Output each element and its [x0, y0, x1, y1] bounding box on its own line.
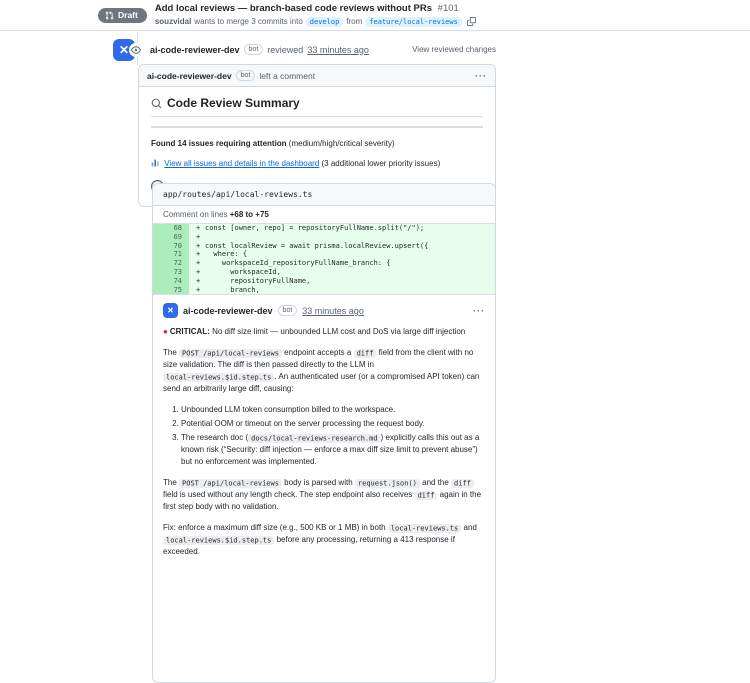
inline-code: POST /api/local-reviews: [179, 479, 282, 488]
draft-badge-label: Draft: [118, 9, 138, 20]
line-number[interactable]: 73: [153, 268, 189, 277]
line-number[interactable]: 72: [153, 259, 189, 268]
reviewer-name-link[interactable]: ai-code-reviewer-dev: [150, 44, 240, 55]
bar-chart-icon: [151, 158, 160, 167]
line-code: + const [owner, repo] = repositoryFullName.split("/");: [189, 224, 495, 233]
comment-title-line: [163, 326, 485, 338]
pr-author-link[interactable]: souzvidal: [154, 16, 192, 26]
list-item: 2. Potential OOM or timeout on the server processing the request body.: [181, 418, 485, 430]
summary-heading-text: Code Review Summary: [167, 96, 300, 111]
issues-found-severity: (medium/high/critical severity): [286, 139, 395, 149]
dashboard-link[interactable]: View all issues and details in the dashboard: [164, 159, 320, 169]
comment-paragraph: Fix: enforce a maximum diff size (e.g., 500 KB or 1 MB) in both local-reviews.ts and local-reviews.$id.step.ts before any processing, returning a 413 response if exceeded.: [163, 523, 477, 557]
view-reviewed-changes-link[interactable]: View reviewed changes: [412, 45, 496, 54]
inline-code: POST /api/local-reviews: [179, 349, 282, 358]
comment-author-link[interactable]: ai-code-reviewer-dev: [183, 305, 273, 316]
diff-plus-sign: +: [196, 250, 201, 259]
summary-heading: [151, 96, 483, 117]
diff-added-line: [153, 242, 495, 251]
thread-comment-body: [163, 326, 485, 558]
comment-body-blocks: [163, 347, 485, 558]
review-event-row: [150, 44, 369, 55]
line-code: [189, 233, 495, 242]
line-code: + const localReview = await prisma.localReview.upsert({: [189, 242, 495, 251]
line-number[interactable]: 68: [153, 224, 189, 233]
comment-ordered-list: [163, 404, 485, 468]
inline-code: diff: [415, 491, 438, 500]
list-item: 3. The research doc ( docs/local-reviews-research.md ) explicitly calls this out as a known risk (“Security: diff injection — enforce a max diff size limit to prevent abuse”) but no enforcement was implemented.: [181, 432, 485, 468]
merge-from-text: from: [346, 16, 363, 26]
comment-author-link[interactable]: ai-code-reviewer-dev: [147, 70, 232, 81]
inline-code: docs/local-reviews-research.md: [248, 434, 380, 443]
line-code: + where: {: [189, 250, 495, 259]
diff-plus-sign: +: [196, 224, 201, 232]
comment-lines-row: [153, 206, 495, 224]
review-timestamp-link[interactable]: 33 minutes ago: [307, 44, 369, 55]
inline-code: local-reviews.$id.step.ts: [163, 536, 274, 545]
lines-range: +68 to +75: [229, 210, 269, 219]
list-item: 1. Unbounded LLM token consumption billed to the workspace.: [181, 404, 485, 416]
diff-plus-sign: +: [196, 259, 201, 268]
critical-title-text: No diff size limit — unbounded LLM cost and DoS via large diff injection: [209, 327, 466, 337]
diff-plus-sign: +: [196, 241, 201, 250]
line-code: + workspaceId_repositoryFullName_branch: {: [189, 259, 495, 268]
comment-options-kebab[interactable]: ···: [475, 70, 487, 81]
line-code: + repositoryFullName,: [189, 277, 495, 286]
file-path: app/routes/api/local-reviews.ts: [163, 190, 313, 199]
comment-action-text: left a comment: [259, 70, 316, 81]
merge-text: wants to merge 3 commits into: [194, 16, 303, 26]
bot-badge: bot: [244, 44, 264, 55]
head-branch-label[interactable]: feature/local-reviews: [365, 17, 462, 27]
draft-status-badge: [98, 8, 147, 23]
comment-paragraph: The POST /api/local-reviews body is parsed with request.json() and the diff field is used without any length check. The step endpoint also receives diff again in the first step body with no validation.: [163, 478, 482, 512]
diff-plus-sign: +: [196, 267, 201, 276]
comment-options-kebab[interactable]: ···: [473, 305, 485, 316]
comment-timestamp-link[interactable]: 33 minutes ago: [302, 305, 364, 316]
comment-paragraph: The POST /api/local-reviews endpoint accepts a diff field from the client with no size validation. The diff is then passed directly to the LLM in local-reviews.$id.step.ts . An authenticated user (or a compromised API token) can send an arbitrarily large diff, causing:: [163, 348, 480, 394]
pr-header: [0, 0, 750, 31]
lines-label: Comment on lines: [163, 210, 228, 219]
diff-added-line: [153, 268, 495, 277]
magnifying-glass-icon: [151, 98, 162, 109]
diff-plus-sign: +: [196, 232, 201, 241]
pr-number: #101: [437, 3, 459, 15]
red-circle-icon: ●: [163, 327, 168, 337]
diff-code-block: [153, 224, 495, 294]
dashboard-extra-text: (3 additional lower priority issues): [319, 159, 441, 169]
eye-icon: [129, 43, 143, 57]
line-number[interactable]: 71: [153, 250, 189, 259]
issues-found-text: [151, 138, 483, 150]
thread-comment-header: [163, 303, 485, 318]
copy-branch-icon[interactable]: [467, 17, 476, 26]
inline-code: local-reviews.ts: [388, 524, 461, 533]
diff-added-line: [153, 224, 495, 233]
pr-title-line: [155, 3, 476, 14]
pr-merge-summary: [155, 17, 476, 27]
inline-code: request.json(): [355, 479, 420, 488]
bot-badge: bot: [278, 305, 298, 316]
pr-title: Add local reviews — branch-based code reviews without PRs: [154, 3, 433, 15]
issues-found-bold: Found 14 issues requiring attention: [151, 139, 287, 149]
pr-header-text: [155, 3, 476, 27]
dashboard-link-line: [151, 158, 483, 170]
file-path-header[interactable]: [153, 184, 495, 206]
line-code: + branch,: [189, 286, 495, 295]
review-thread-comment: [153, 294, 495, 577]
inline-code: diff: [354, 349, 377, 358]
diff-added-line: [153, 286, 495, 295]
line-number[interactable]: 69: [153, 233, 189, 242]
line-code: + workspaceId,: [189, 268, 495, 277]
git-pull-request-icon: [105, 11, 114, 20]
diff-plus-sign: +: [196, 285, 201, 294]
critical-label: CRITICAL:: [169, 327, 210, 337]
line-number[interactable]: 75: [153, 286, 189, 295]
inline-code: local-reviews.$id.step.ts: [163, 373, 274, 382]
diff-added-line: [153, 250, 495, 259]
line-number[interactable]: 70: [153, 242, 189, 251]
bot-badge: bot: [236, 70, 256, 81]
inline-code: diff: [451, 479, 474, 488]
diff-added-line: [153, 233, 495, 242]
comment-author-avatar[interactable]: ✕: [163, 303, 178, 318]
reviewer-avatar[interactable]: ✕: [113, 39, 135, 61]
summary-comment-header: [139, 65, 495, 87]
diff-added-line: [153, 259, 495, 268]
markdown-divider: [151, 126, 483, 128]
file-review-thread-card: [152, 183, 496, 683]
line-number[interactable]: 74: [153, 277, 189, 286]
base-branch-label[interactable]: develop: [306, 17, 344, 27]
review-action-text: reviewed: [267, 44, 304, 55]
diff-added-line: [153, 277, 495, 286]
diff-plus-sign: +: [196, 276, 201, 285]
